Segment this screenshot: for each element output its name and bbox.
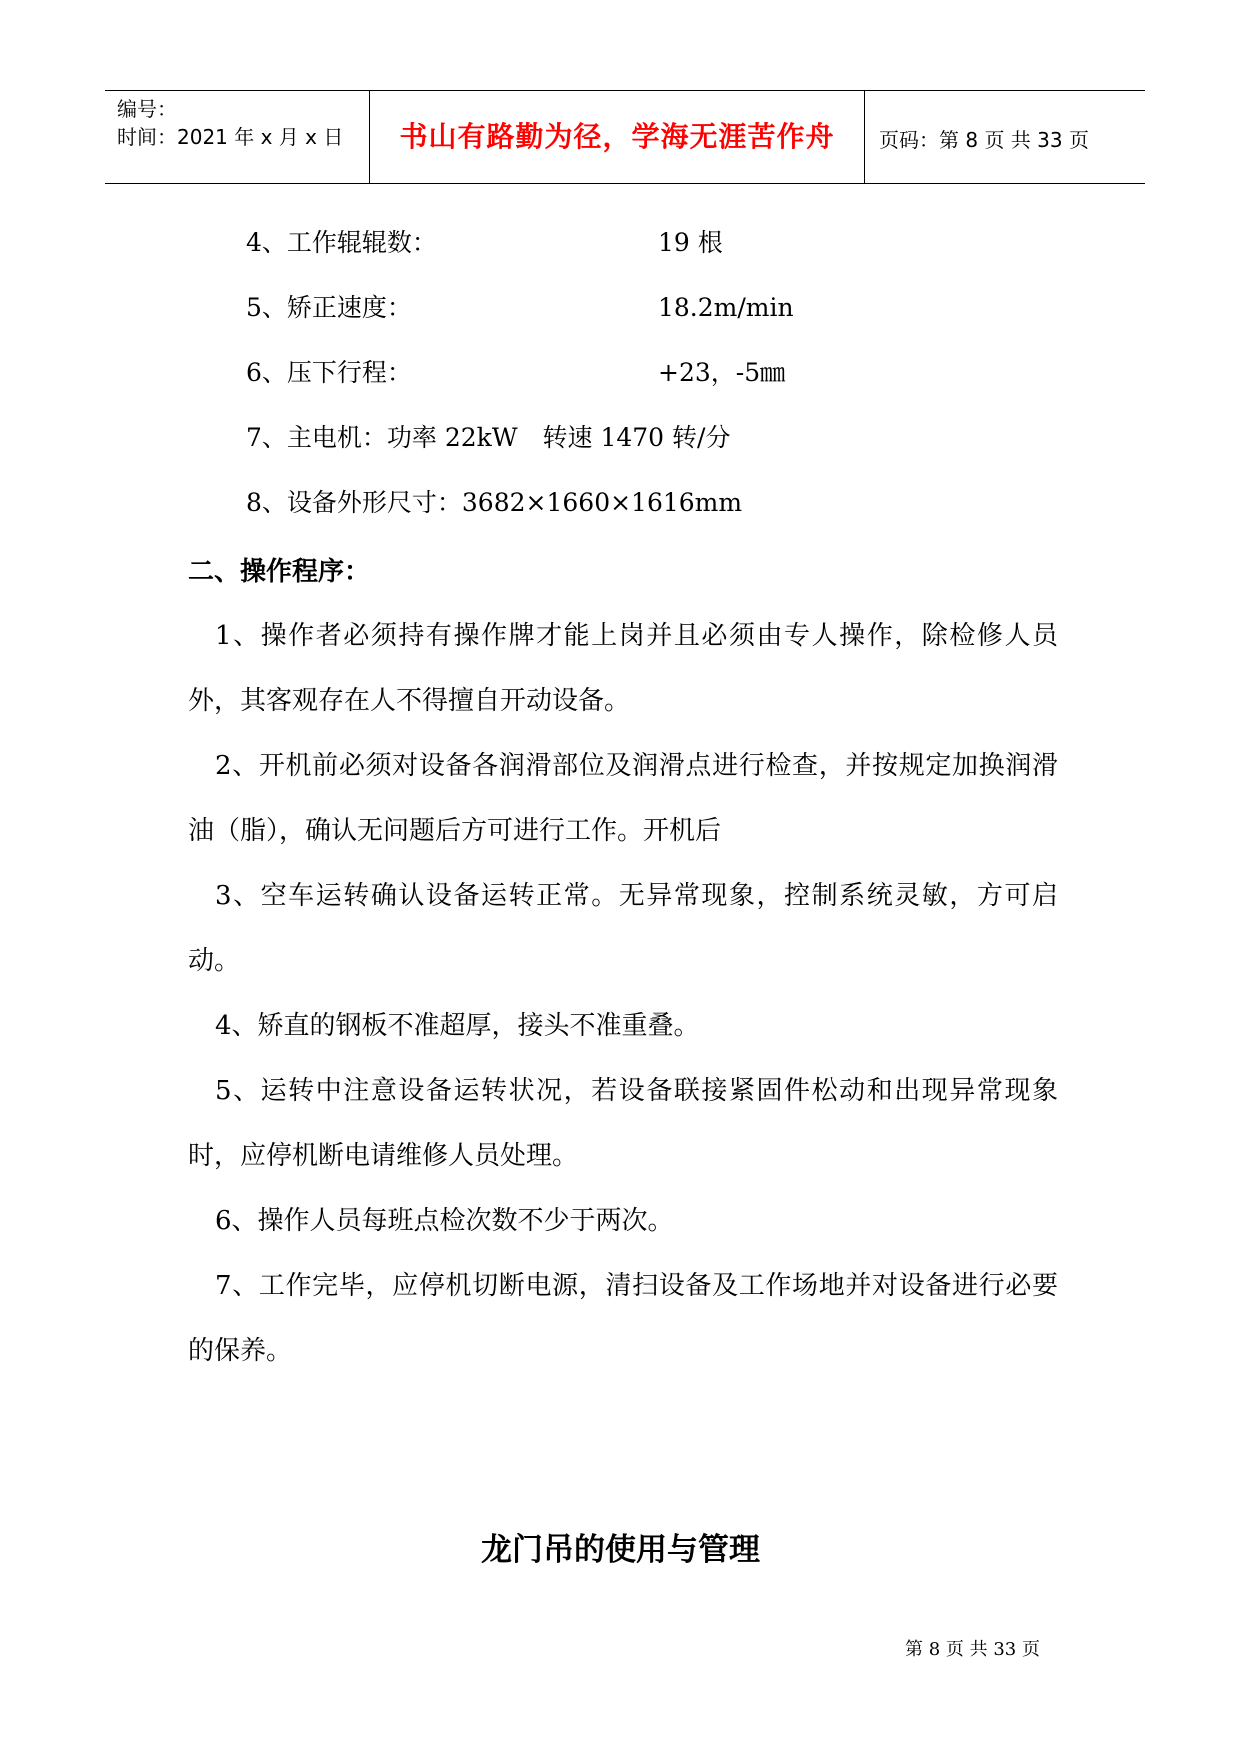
procedure-paragraph: 6、操作人员每班点检次数不少于两次。 <box>215 1206 674 1236</box>
section-heading: 二、操作程序： <box>188 557 371 587</box>
spec-label: 8、设备外形尺寸：3682×1660×1616mm <box>246 488 743 517</box>
procedure-paragraph: 1、操作者必须持有操作牌才能上岗并且必须由专人操作，除检修人员外，其客观存在人不得擅自开动设备。 <box>188 621 1058 716</box>
procedure-paragraph: 7、工作完毕，应停机切断电源，清扫设备及工作场地并对设备进行必要的保养。 <box>188 1271 1058 1366</box>
header-motto: 书山有路勤为径，学海无涯苦作舟 <box>399 120 835 153</box>
spec-label: 4、工作辊辊数： <box>246 228 437 257</box>
spec-label: 5、矫正速度： <box>246 293 412 322</box>
header-number-label: 编号： <box>117 97 177 121</box>
next-section-title: 龙门吊的使用与管理 <box>481 1532 760 1568</box>
procedure-paragraph: 5、运转中注意设备运转状况，若设备联接紧固件松动和出现异常现象时，应停机断电请维修人员处理。 <box>188 1076 1058 1171</box>
spec-value: +23，-5㎜ <box>658 358 786 387</box>
header-right-cell <box>865 91 1145 183</box>
page-footer: 第 8 页 共 33 页 <box>905 1639 1040 1660</box>
header-motto-cell <box>369 91 865 183</box>
procedure-paragraph: 2、开机前必须对设备各润滑部位及润滑点进行检查，并按规定加换润滑油（脂），确认无问题后方可进行工作。开机后 <box>188 751 1058 846</box>
procedure-paragraph: 3、空车运转确认设备运转正常。无异常现象，控制系统灵敏，方可启动。 <box>188 881 1058 976</box>
procedure-paragraph: 4、矫直的钢板不准超厚，接头不准重叠。 <box>215 1011 700 1041</box>
header-page-info: 页码：第 8 页 共 33 页 <box>879 128 1089 152</box>
header-time-label: 时间：2021 年 x 月 x 日 <box>117 125 344 149</box>
spec-label: 6、压下行程： <box>246 358 412 387</box>
page-header <box>105 90 1145 184</box>
spec-label: 7、主电机：功率 22kW 转速 1470 转/分 <box>246 423 731 452</box>
spec-value: 19 根 <box>658 228 723 257</box>
header-left-cell <box>105 91 368 183</box>
spec-value: 18.2m/min <box>658 293 794 322</box>
